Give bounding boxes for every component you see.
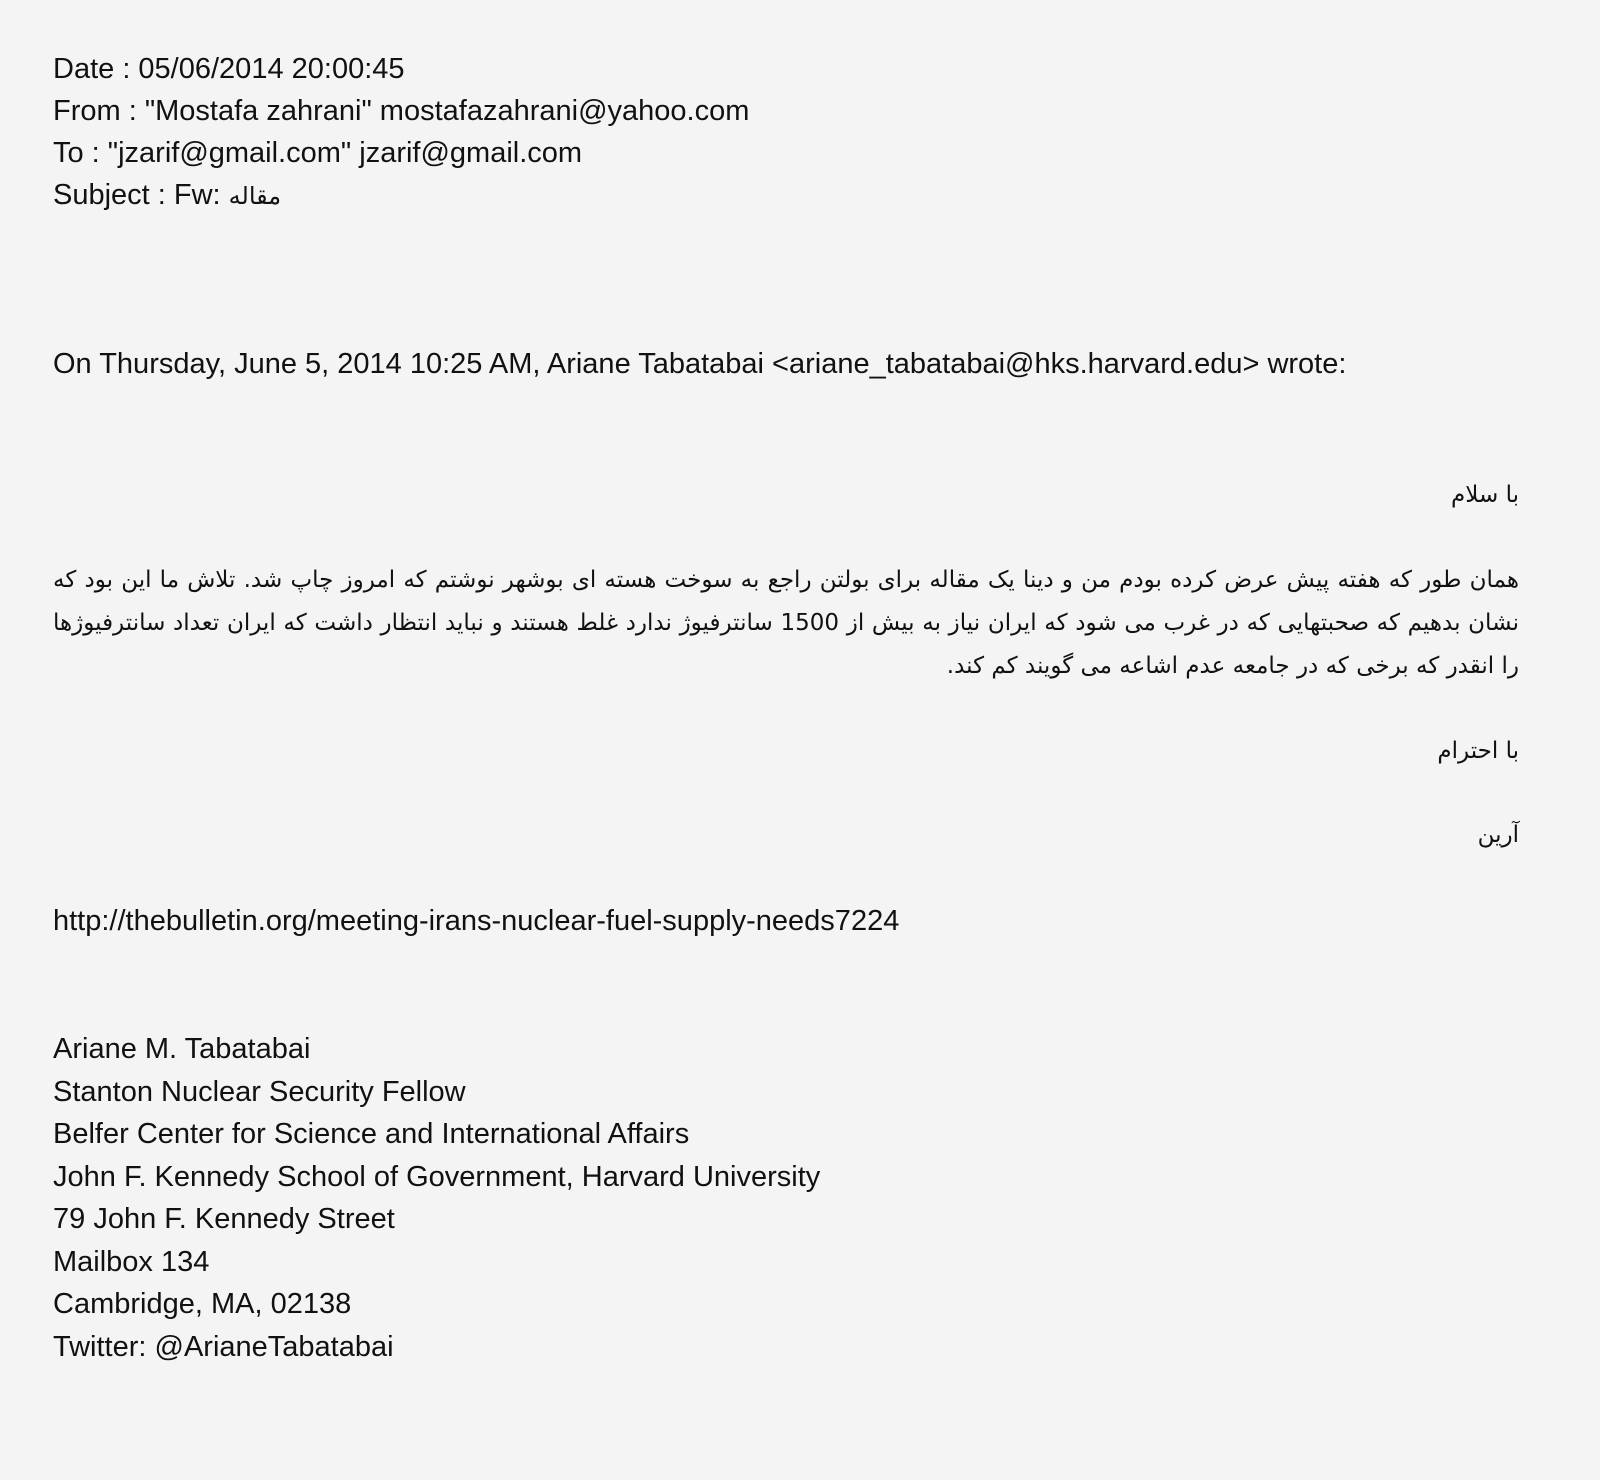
- date-line: Date : 05/06/2014 20:00:45: [53, 53, 405, 85]
- signature-center: Belfer Center for Science and International Affairs: [53, 1118, 690, 1150]
- signature-mailbox: Mailbox 134: [53, 1245, 210, 1278]
- subject-text: مقاله: [228, 182, 282, 210]
- signature-twitter: Twitter: @ArianeTabatabai: [53, 1330, 394, 1363]
- subject-prefix: Subject : Fw:: [53, 179, 229, 211]
- sender-name-persian: آرین: [1477, 822, 1519, 848]
- signature-school: John F. Kennedy School of Government, Harvard University: [53, 1160, 821, 1193]
- quote-intro: On Thursday, June 5, 2014 10:25 AM, Ariane Tabatabai <ariane_tabatabai@hks.harvard.edu> wrote:: [53, 348, 1347, 380]
- closing-regards: با احترام: [1437, 738, 1519, 764]
- greeting: با سلام: [1451, 482, 1519, 508]
- email-header: [53, 48, 1519, 217]
- subject-line: [53, 174, 1519, 217]
- signature-title: Stanton Nuclear Security Fellow: [53, 1075, 466, 1108]
- to-line: To : "jzarif@gmail.com" jzarif@gmail.com: [53, 137, 583, 169]
- signature-city: Cambridge, MA, 02138: [53, 1288, 352, 1320]
- from-line: From : "Mostafa zahrani" mostafazahrani@yahoo.com: [53, 95, 750, 127]
- signature-block: [53, 1028, 820, 1368]
- signature-name: Ariane M. Tabatabai: [53, 1033, 311, 1065]
- article-link[interactable]: http://thebulletin.org/meeting-irans-nuclear-fuel-supply-needs7224: [53, 905, 900, 937]
- email-document: [53, 48, 1519, 1363]
- body-paragraph: همان طور که هفته پیش عرض کرده بودم من و دینا یک مقاله برای بولتن راجع به سوخت هسته ای بوشهر نوشتم که امروز چاپ شد. تلاش ما این بود که نشان بدهیم که صحبتهایی که در غرب می شود که ایران نیاز به بیش از 1500 سانترفیوژ ندارد غلط هستند و نباید انتظار داشت که ایران تعداد سانترفیوژها را انقدر که برخی که در جامعه عدم اشاعه می گویند کم کند.: [53, 567, 1519, 679]
- signature-street: 79 John F. Kennedy Street: [53, 1203, 395, 1235]
